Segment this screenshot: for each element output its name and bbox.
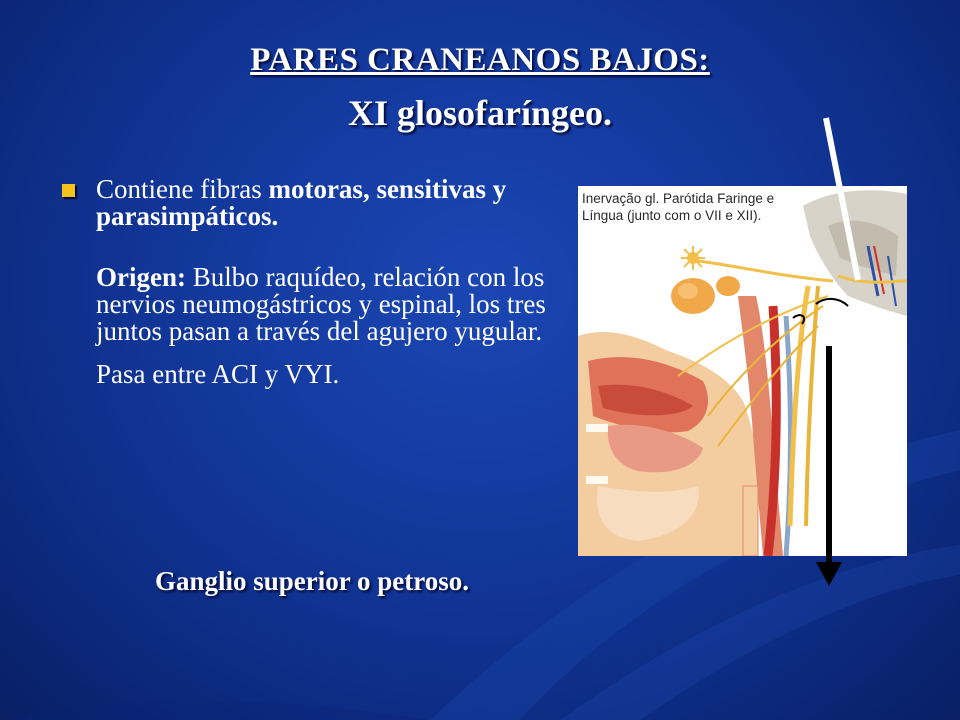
bullet-text-plain: Contiene fibras [96,174,269,204]
passes-paragraph: Pasa entre ACI y VYI. [96,359,340,389]
slide-subtitle: XI glosofaríngeo. [348,93,612,133]
bullet-text-bold: motoras, sensitivas y parasimpáticos. [96,174,507,231]
anatomy-figure [578,186,907,556]
slide-body [60,176,560,388]
ganglion-caption: Ganglio superior o petroso. [155,566,470,596]
figure-label: Inervação gl. Parótida Faringe e Língua (junto com o VII e XII). [582,191,775,223]
slide-title: PARES CRANEANOS BAJOS: [250,42,710,78]
bullet-square-icon [62,184,75,197]
anatomy-illustration [578,186,907,556]
bullet-item [60,176,560,230]
origin-text: Bulbo raquídeo, relación con los nervios neumogástricos y espinal, los tres juntos pasan a través del agujero yugular. [96,262,546,346]
origin-paragraph [60,264,560,345]
origin-label: Origen: [96,262,186,292]
